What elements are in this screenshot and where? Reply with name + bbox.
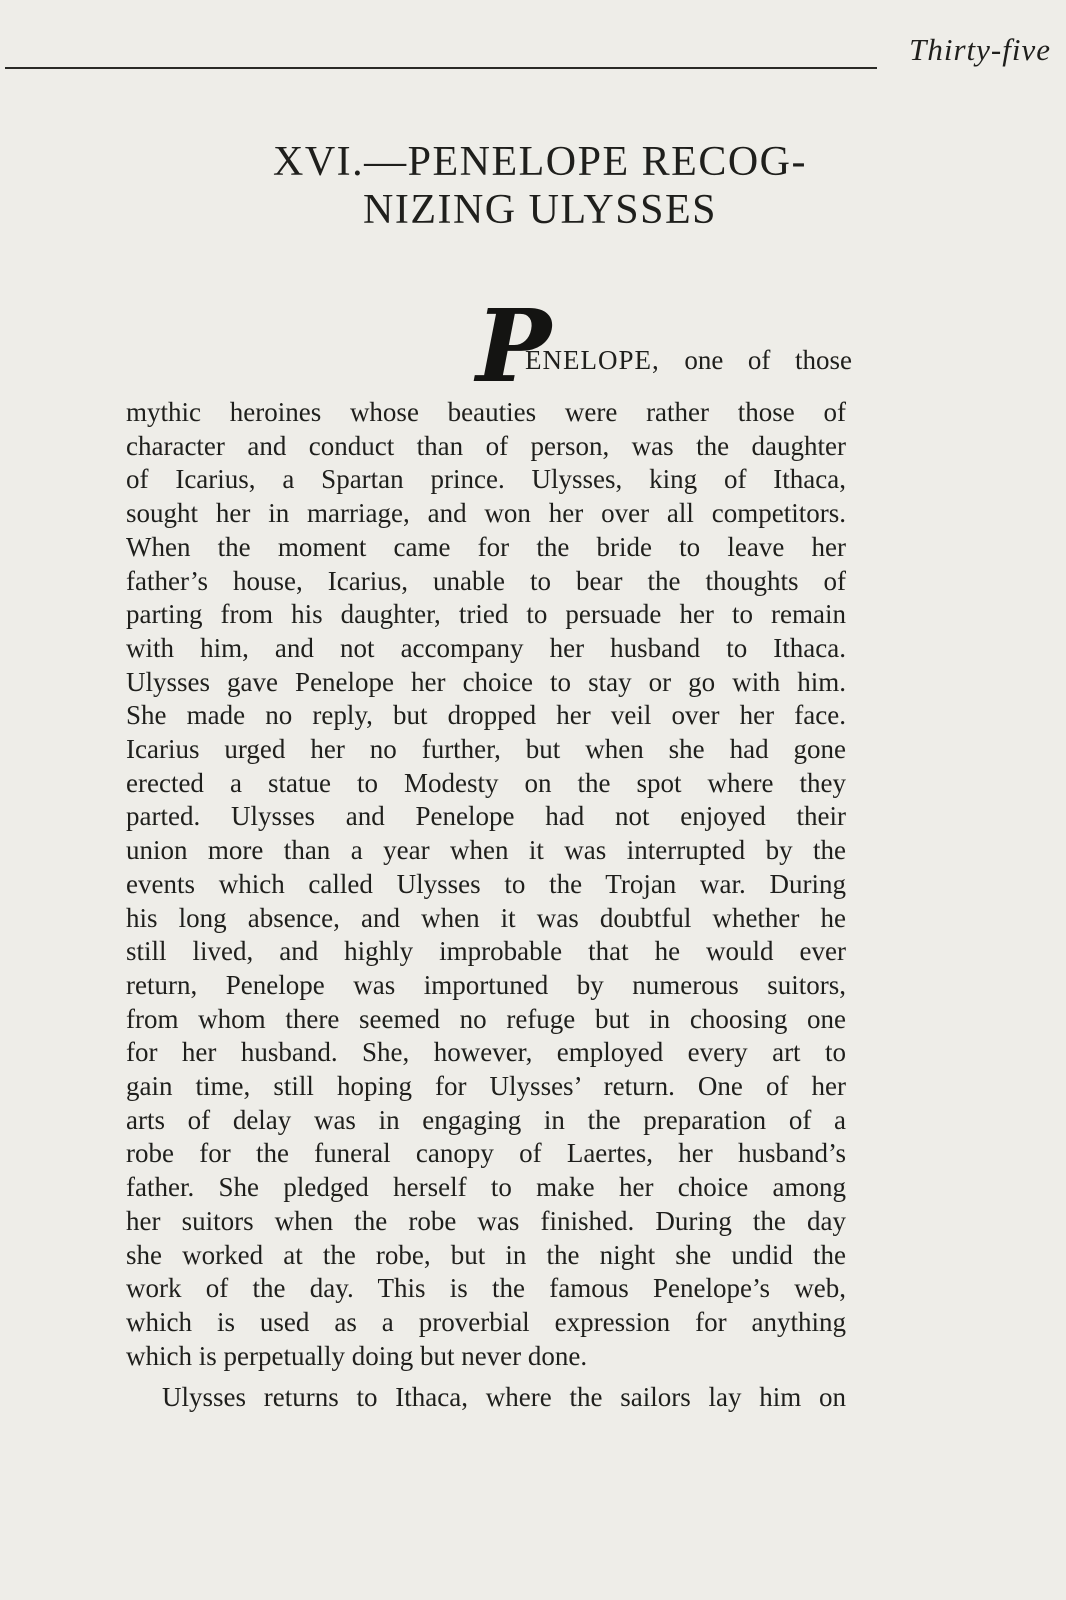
paragraph-2-line: Ulysses returns to Ithaca, where the sailors lay him on	[162, 1382, 846, 1413]
text-line: for her husband. She, however, employed every art to	[126, 1037, 846, 1068]
opening-line	[126, 287, 852, 405]
text-line: which is used as a proverbial expression for anything	[126, 1306, 846, 1337]
text-line: from whom there seemed no refuge but in choosing one	[126, 1003, 846, 1034]
text-line: arts of delay was in engaging in the preparation of a	[126, 1104, 846, 1135]
running-head	[5, 28, 1051, 72]
text-line: gain time, still hoping for Ulysses’ return. One of her	[126, 1071, 846, 1102]
opening-rest-text: one of those	[659, 345, 852, 375]
text-line: she worked at the robe, but in the night she undid the	[126, 1239, 846, 1270]
text-line: sought her in marriage, and won her over all competitors.	[126, 498, 846, 529]
text-line: which is perpetually doing but never done.	[126, 1340, 588, 1371]
text-line: character and conduct than of person, was the daughter	[126, 430, 846, 461]
text-line: events which called Ulysses to the Trojan war. During	[126, 868, 846, 899]
paragraph-1	[126, 396, 846, 1373]
text-line: mythic heroines whose beauties were rather those of	[126, 397, 846, 427]
text-line: with him, and not accompany her husband to Ithaca.	[126, 632, 846, 663]
text-line: When the moment came for the bride to leave her	[126, 531, 846, 562]
text-line: robe for the funeral canopy of Laertes, her husband’s	[126, 1138, 846, 1169]
opening-smallcaps: ENELOPE,	[525, 345, 660, 375]
text-line: father’s house, Icarius, unable to bear the thoughts of	[126, 565, 846, 596]
text-line: Ulysses gave Penelope her choice to stay or go with him.	[126, 666, 846, 697]
text-line: parting from his daughter, tried to persuade her to remain	[126, 599, 846, 630]
opening-text	[525, 344, 852, 378]
text-line: erected a statue to Modesty on the spot where they	[126, 767, 846, 798]
text-line: parted. Ulysses and Penelope had not enjoyed their	[126, 801, 846, 832]
text-line: return, Penelope was importuned by numerous suitors,	[126, 969, 846, 1000]
drop-cap: P	[476, 287, 552, 405]
text-line: her suitors when the robe was finished. During the day	[126, 1205, 846, 1236]
text-line: of Icarius, a Spartan prince. Ulysses, king of Ithaca,	[126, 464, 846, 495]
chapter-title-line-1: XVI.—PENELOPE RECOG-	[273, 139, 807, 185]
text-line: union more than a year when it was interrupted by the	[126, 835, 846, 866]
page-number: Thirty-five	[909, 32, 1051, 67]
text-line: She made no reply, but dropped her veil over her face.	[126, 700, 846, 731]
body-text	[126, 287, 852, 1415]
header-rule	[5, 67, 877, 69]
text-line: father. She pledged herself to make her choice among	[126, 1172, 846, 1203]
text-line: still lived, and highly improbable that he would ever	[126, 936, 846, 967]
chapter-title	[100, 138, 980, 234]
chapter-title-line-2: NIZING ULYSSES	[363, 187, 717, 233]
text-line: Icarius urged her no further, but when she had gone	[126, 734, 846, 765]
text-line: work of the day. This is the famous Penelope’s web,	[126, 1273, 846, 1304]
text-line: his long absence, and when it was doubtful whether he	[126, 902, 846, 933]
